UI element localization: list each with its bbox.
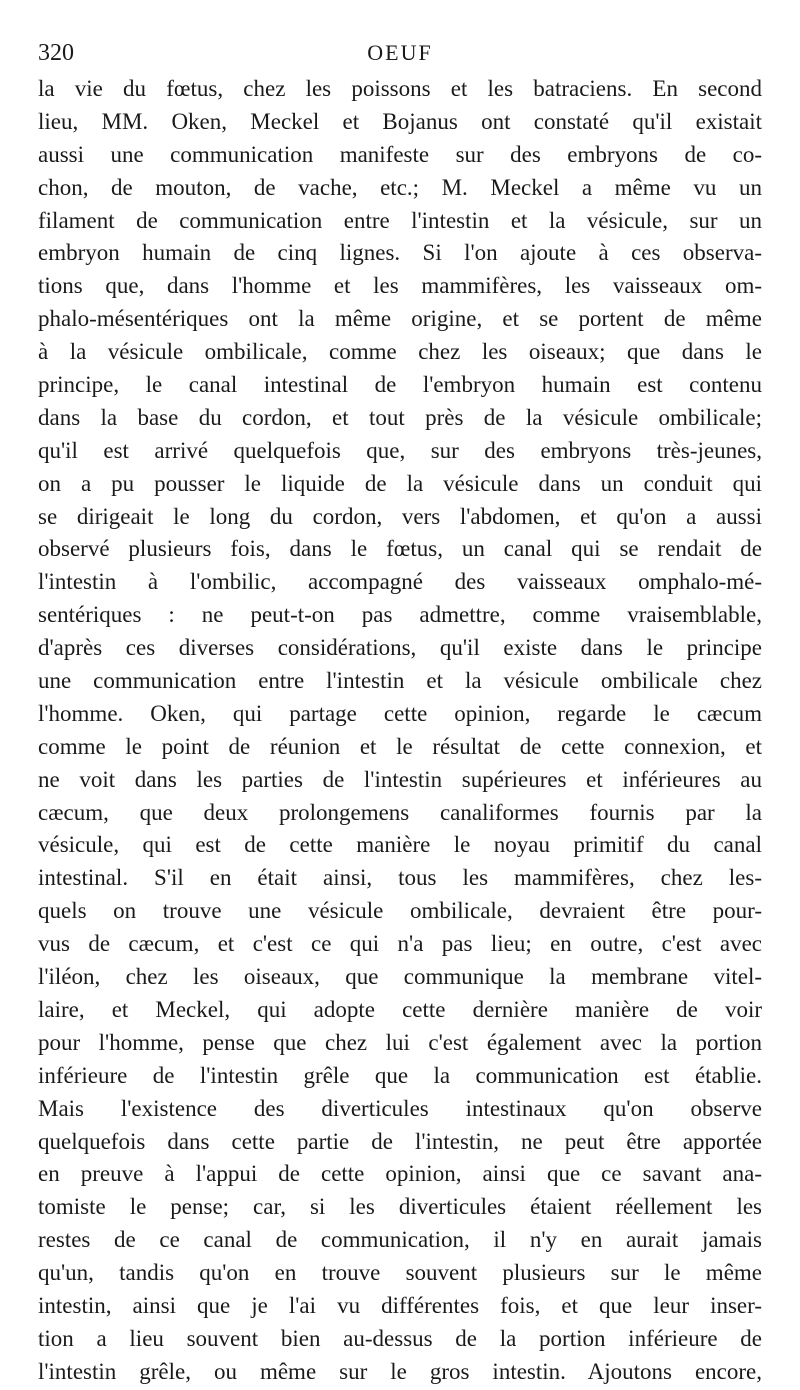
text-line: restes de ce canal de communication, il n'y en aurait jamais xyxy=(38,1227,762,1253)
text-line: dans la base du cordon, et tout près de la vésicule ombilicale; xyxy=(38,404,762,430)
text-line: vésicule, qui est de cette manière le noyau primitif du canal xyxy=(38,832,762,858)
text-line: aussi une communication manifeste sur des embryons de co- xyxy=(38,141,762,167)
text-line: la vie du fœtus, chez les poissons et les batraciens. En second xyxy=(38,76,762,101)
text-line: en preuve à l'appui de cette opinion, ainsi que ce savant ana- xyxy=(38,1161,762,1187)
text-line: tomiste le pense; car, si les diverticules étaient réellement les xyxy=(38,1194,762,1220)
text-line: qu'un, tandis qu'on en trouve souvent plusieurs sur le même xyxy=(38,1260,762,1286)
page-number: 320 xyxy=(38,40,74,66)
text-line: Mais l'existence des diverticules intestinaux qu'on observe xyxy=(38,1095,762,1121)
text-line: une communication entre l'intestin et la vésicule ombilicale chez xyxy=(38,668,762,694)
text-line: phalo-mésentériques ont la même origine, et se portent de même xyxy=(38,306,762,332)
text-line: comme le point de réunion et le résultat de cette connexion, et xyxy=(38,733,762,759)
text-line: d'après ces diverses considérations, qu'il existe dans le principe xyxy=(38,635,762,661)
text-line: inférieure de l'intestin grêle que la communication est établie. xyxy=(38,1062,762,1088)
text-line: tions que, dans l'homme et les mammifères, les vaisseaux om- xyxy=(38,273,762,299)
text-line: vus de cæcum, et c'est ce qui n'a pas lieu; en outre, c'est avec xyxy=(38,931,762,957)
text-line: lieu, MM. Oken, Meckel et Bojanus ont constaté qu'il existait xyxy=(38,108,762,134)
text-line: ne voit dans les parties de l'intestin supérieures et inférieures au xyxy=(38,766,762,792)
text-line: se dirigeait le long du cordon, vers l'abdomen, et qu'on a aussi xyxy=(38,503,762,529)
text-line: pour l'homme, pense que chez lui c'est également avec la portion xyxy=(38,1029,762,1055)
text-line: l'homme. Oken, qui partage cette opinion, regarde le cæcum xyxy=(38,700,762,726)
text-line: tion a lieu souvent bien au-dessus de la portion inférieure de xyxy=(38,1325,762,1351)
text-line: filament de communication entre l'intestin et la vésicule, sur un xyxy=(38,207,762,233)
text-line: laire, et Meckel, qui adopte cette dernière manière de voir xyxy=(38,996,762,1022)
body-text xyxy=(38,73,762,1389)
text-line: embryon humain de cinq lignes. Si l'on ajoute à ces observa- xyxy=(38,240,762,266)
text-line: à la vésicule ombilicale, comme chez les oiseaux; que dans le xyxy=(38,339,762,365)
text-line: qu'il est arrivé quelquefois que, sur des embryons très-jeunes, xyxy=(38,437,762,463)
text-line: sentériques : ne peut-t-on pas admettre, comme vraisemblable, xyxy=(38,602,762,628)
text-line: quels on trouve une vésicule ombilicale, devraient être pour- xyxy=(38,898,762,924)
text-line: l'intestin grêle, ou même sur le gros intestin. Ajoutons encore, xyxy=(38,1358,762,1384)
text-line: l'intestin à l'ombilic, accompagné des vaisseaux omphalo-mé- xyxy=(38,569,762,595)
text-line: quelquefois dans cette partie de l'intestin, ne peut être apportée xyxy=(38,1128,762,1154)
text-line: chon, de mouton, de vache, etc.; M. Meckel a même vu un xyxy=(38,174,762,200)
text-line: intestin, ainsi que je l'ai vu différentes fois, et que leur inser- xyxy=(38,1292,762,1318)
text-line: principe, le canal intestinal de l'embryon humain est contenu xyxy=(38,372,762,398)
text-line: intestinal. S'il en était ainsi, tous les mammifères, chez les- xyxy=(38,865,762,891)
text-line: observé plusieurs fois, dans le fœtus, un canal qui se rendait de xyxy=(38,536,762,562)
text-line: cæcum, que deux prolongemens canaliformes fournis par la xyxy=(38,799,762,825)
text-line: on a pu pousser le liquide de la vésicule dans un conduit qui xyxy=(38,470,762,496)
running-head: OEUF xyxy=(367,40,433,65)
page-header xyxy=(38,36,762,70)
text-line: l'iléon, chez les oiseaux, que communique la membrane vitel- xyxy=(38,964,762,990)
